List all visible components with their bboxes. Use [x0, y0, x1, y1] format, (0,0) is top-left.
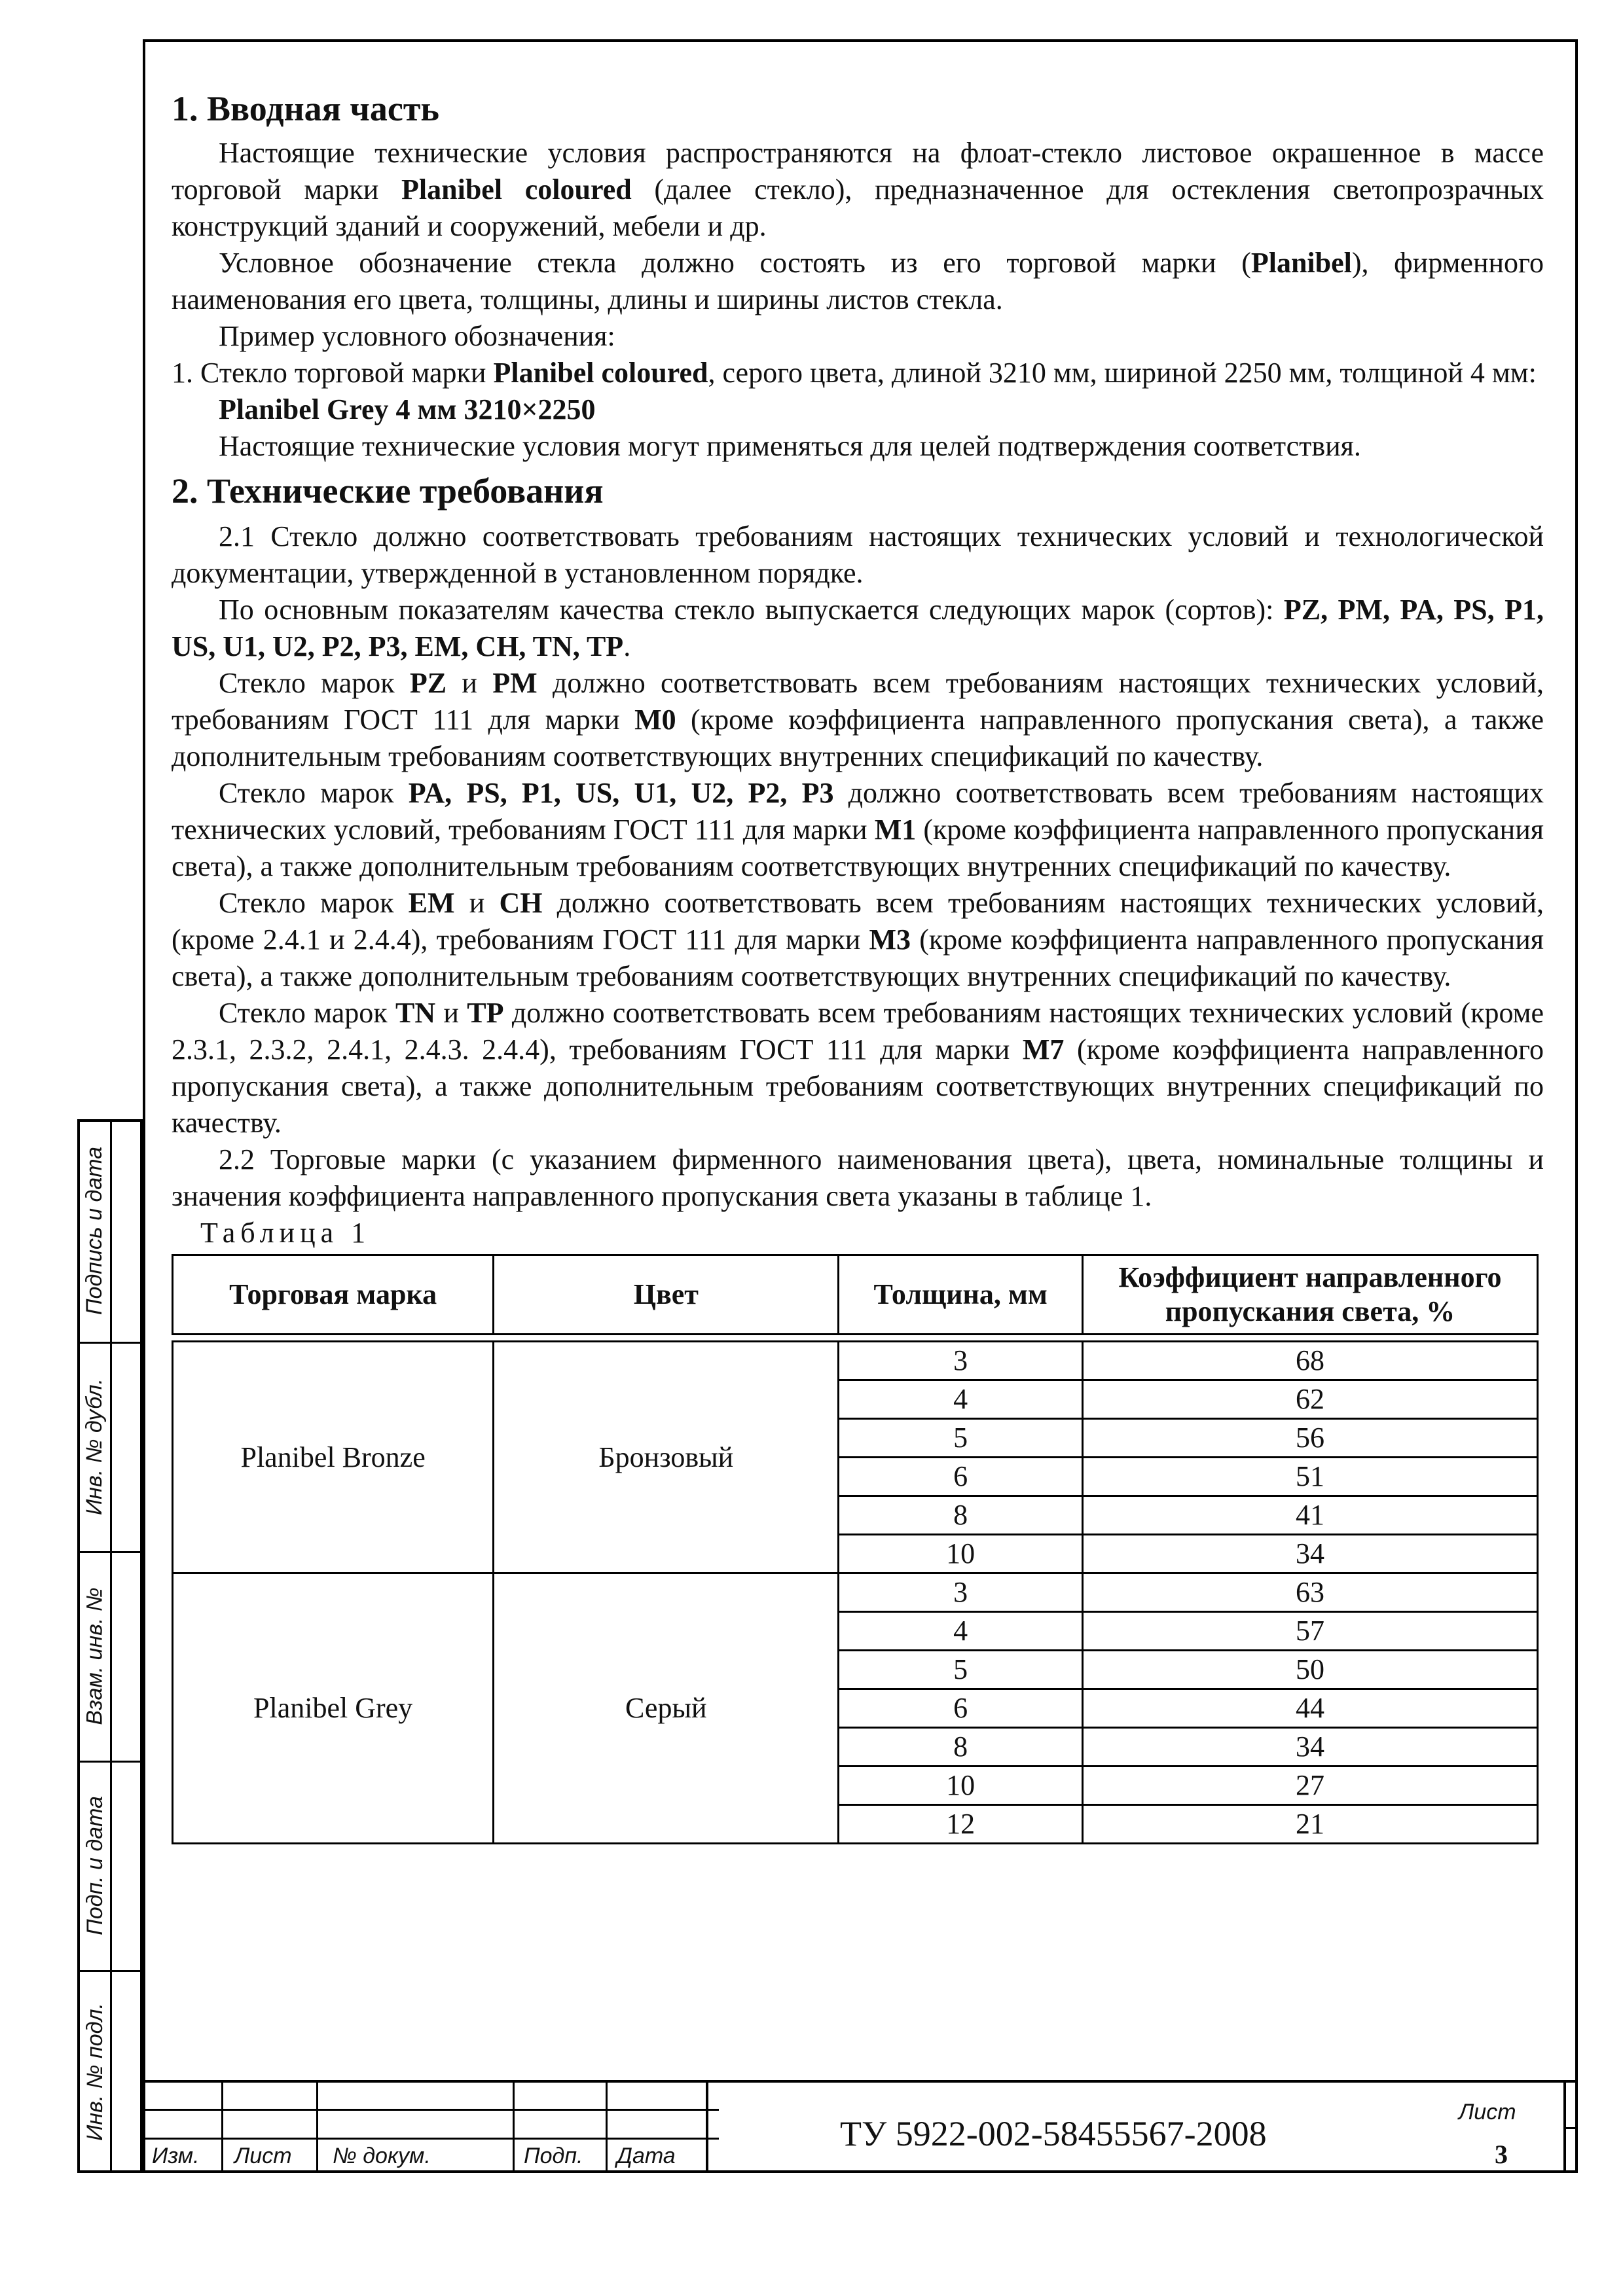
cell-transmittance: 34: [1082, 1535, 1537, 1573]
titleblock-col-podp: Подп.: [524, 2144, 583, 2168]
section-2-paragraph-1: 2.1 Стекло должно соответствовать требованиям настоящих технических условий и технологической документации, утвержденной в установленном порядке.: [172, 520, 1544, 589]
cell-thickness: 8: [839, 1728, 1083, 1767]
section-1-paragraph-1: Настоящие технические условия распространяются на флоат-стекло листовое окрашенное в массе торговой марки Planibel coloured (далее стекло), предназначенное для остекления светопрозрачных конструкций зданий и сооружений, мебели и др.: [172, 137, 1544, 242]
header-transmittance: Коэффициент направленного пропускания света, %: [1082, 1255, 1537, 1335]
cell-transmittance: 27: [1082, 1767, 1537, 1805]
cell-transmittance: 21: [1082, 1805, 1537, 1844]
section-1-paragraph-2: Условное обозначение стекла должно состоять из его торговой марки (Planibel), фирменного наименования его цвета, толщины, длины и ширины листов стекла.: [172, 247, 1544, 315]
header-spacer: [173, 1335, 1538, 1342]
cell-transmittance: 34: [1082, 1728, 1537, 1767]
table-caption: Таблица 1: [200, 1217, 371, 1249]
cell-thickness: 3: [839, 1573, 1083, 1612]
cell-transmittance: 62: [1082, 1380, 1537, 1419]
cell-transmittance: 68: [1082, 1342, 1537, 1380]
header-thickness: Толщина, мм: [839, 1255, 1083, 1335]
cell-transmittance: 57: [1082, 1612, 1537, 1651]
cell-thickness: 6: [839, 1689, 1083, 1728]
example-designation: Planibel Grey 4 мм 3210×2250: [219, 393, 596, 425]
cell-thickness: 5: [839, 1651, 1083, 1689]
cell-color: Серый: [494, 1573, 839, 1844]
table-row: [173, 1342, 1538, 1380]
cell-thickness: 12: [839, 1805, 1083, 1844]
document-number: ТУ 5922-002-58455567-2008: [840, 2114, 1267, 2153]
cell-thickness: 4: [839, 1380, 1083, 1419]
cell-brand: Planibel Bronze: [173, 1342, 494, 1573]
section-1-title: 1. Вводная часть: [172, 89, 439, 128]
cell-transmittance: 51: [1082, 1458, 1537, 1496]
section-1-paragraph-5: Настоящие технические условия могут применяться для целей подтверждения соответствия.: [219, 430, 1361, 462]
cell-thickness: 8: [839, 1496, 1083, 1535]
section-1-example-item: 1. Стекло торговой марки Planibel coloured, серого цвета, длиной 3210 мм, шириной 2250 мм, толщиной 4 мм:: [172, 357, 1537, 389]
titleblock-col-izm: Изм.: [152, 2144, 200, 2168]
strip-label-orig-inv: Инв. № подл.: [82, 2002, 107, 2141]
sheet-label: Лист: [1459, 2100, 1516, 2125]
cell-transmittance: 50: [1082, 1651, 1537, 1689]
section-2-paragraph-7: 2.2 Торговые марки (с указанием фирменного наименования цвета), цвета, номинальные толщины и значения коэффициента направленного пропускания света указаны в таблице 1.: [172, 1143, 1544, 1212]
cell-brand: Planibel Grey: [173, 1573, 494, 1844]
cell-transmittance: 44: [1082, 1689, 1537, 1728]
titleblock-col-dokum: № докум.: [333, 2144, 431, 2168]
sheet-number: 3: [1495, 2140, 1508, 2169]
titleblock-col-data: Дата: [617, 2144, 676, 2168]
table-header-row: [173, 1255, 1538, 1335]
cell-thickness: 4: [839, 1612, 1083, 1651]
cell-thickness: 10: [839, 1535, 1083, 1573]
cell-transmittance: 56: [1082, 1419, 1537, 1458]
cell-transmittance: 63: [1082, 1573, 1537, 1612]
binding-strip: [77, 1119, 143, 2173]
strip-label-repl-inv: Взам. инв. №: [82, 1587, 107, 1725]
section-2-paragraph-6: Стекло марок TN и TP должно соответствовать всем требованиям настоящих технических условий (кроме 2.3.1, 2.3.2, 2.4.1, 2.4.3. 2.4.4), требованиям ГОСТ 111 для марки M7 (кроме коэффициента направленного пропускания света), а также дополнительным требованиям соответствующих внутренних спецификаций по качеству.: [172, 997, 1544, 1139]
cell-thickness: 3: [839, 1342, 1083, 1380]
header-color: Цвет: [494, 1255, 839, 1335]
section-2-paragraph-4: Стекло марок PA, PS, P1, US, U1, U2, P2, P3 должно соответствовать всем требованиям настоящих технических условий, требованиям ГОСТ 111 для марки M1 (кроме коэффициента направленного пропускания света), а также дополнительным требованиям соответствующих внутренних спецификаций по качеству.: [172, 777, 1544, 882]
table-body: [173, 1342, 1538, 1844]
titleblock-col-list: Лист: [234, 2144, 292, 2168]
table-row: [173, 1573, 1538, 1612]
strip-label-dup-inv: Инв. № дубл.: [82, 1378, 107, 1515]
cell-thickness: 6: [839, 1458, 1083, 1496]
section-1-paragraph-3: Пример условного обозначения:: [219, 320, 615, 352]
section-2-paragraph-2: По основным показателям качества стекло выпускается следующих марок (сортов): PZ, PM, PA, PS, P1, US, U1, U2, P2, P3, EM, CH, TN, TP.: [172, 594, 1544, 662]
strip-label-signature-date: Подпись и дата: [82, 1146, 107, 1315]
header-brand: Торговая марка: [173, 1255, 494, 1335]
cell-color: Бронзовый: [494, 1342, 839, 1573]
title-block: [143, 2080, 1578, 2173]
section-2-paragraph-5: Стекло марок EM и CH должно соответствовать всем требованиям настоящих технических условий, (кроме 2.4.1 и 2.4.4), требованиям ГОСТ 111 для марки M3 (кроме коэффициента направленного пропускания света), а также дополнительным требованиям соответствующих внутренних спецификаций по качеству.: [172, 887, 1544, 992]
section-2-title: 2. Технические требования: [172, 471, 604, 511]
document-body: [172, 84, 1544, 1844]
cell-transmittance: 41: [1082, 1496, 1537, 1535]
strip-label-sign-date: Подп. и дата: [82, 1795, 107, 1935]
glass-spec-table: [172, 1254, 1539, 1844]
section-2-paragraph-3: Стекло марок PZ и PM должно соответствовать всем требованиям настоящих технических условий, требованиям ГОСТ 111 для марки M0 (кроме коэффициента направленного пропускания света), а также дополнительным требованиям соответствующих внутренних спецификаций по качеству.: [172, 667, 1544, 772]
cell-thickness: 5: [839, 1419, 1083, 1458]
cell-thickness: 10: [839, 1767, 1083, 1805]
